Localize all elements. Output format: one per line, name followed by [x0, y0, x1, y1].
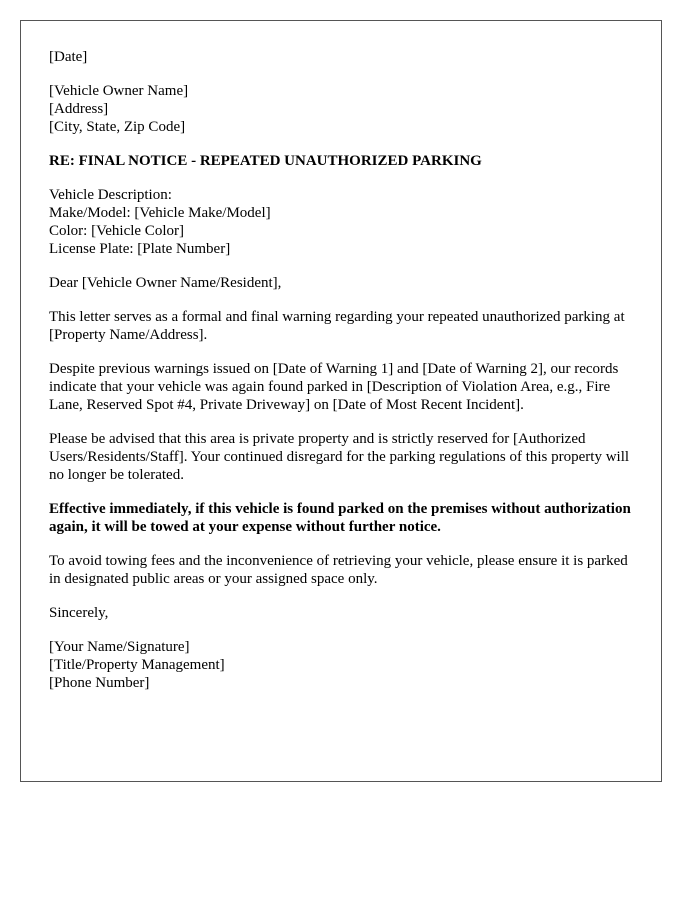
warning-paragraph: Effective immediately, if this vehicle is found parked on the premises without authorization again, it will be towed at your expense without further notice. [49, 501, 631, 535]
signature-title: [Title/Property Management] [49, 657, 225, 673]
body-paragraph-2: Despite previous warnings issued on [Date of Warning 1] and [Date of Warning 2], our records indicate that your vehicle was again found parked in [Description of Violation Area, e.g., Fire Lane, Reserved Spot #4, Private Driveway] on [Date of Most Recent Incident]. [49, 361, 619, 413]
body-paragraph-1: This letter serves as a formal and final warning regarding your repeated unauthorized parking at [Property Name/Address]. [49, 309, 625, 343]
vehicle-plate: License Plate: [Plate Number] [49, 241, 231, 257]
subject-line: RE: FINAL NOTICE - REPEATED UNAUTHORIZED PARKING [49, 153, 482, 169]
body-paragraph-5: To avoid towing fees and the inconvenience of retrieving your vehicle, please ensure it is parked in designated public areas or your assigned space only. [49, 553, 628, 587]
recipient-address: [Address] [49, 101, 109, 117]
recipient-name: [Vehicle Owner Name] [49, 83, 189, 99]
body-paragraph-3: Please be advised that this area is private property and is strictly reserved for [Authorized Users/Residents/Staff]. Your continued disregard for the parking regulations of this property will no longer be tolerated. [49, 431, 630, 483]
salutation: Dear [Vehicle Owner Name/Resident], [49, 275, 282, 291]
letter-date: [Date] [49, 49, 88, 65]
closing: Sincerely, [49, 605, 109, 621]
signature-name: [Your Name/Signature] [49, 639, 190, 655]
letter-page [20, 20, 662, 782]
vehicle-make-model: Make/Model: [Vehicle Make/Model] [49, 205, 271, 221]
recipient-city-state-zip: [City, State, Zip Code] [49, 119, 186, 135]
vehicle-color: Color: [Vehicle Color] [49, 223, 184, 239]
signature-phone: [Phone Number] [49, 675, 150, 691]
vehicle-description-block [49, 186, 634, 258]
signature-block [49, 638, 634, 692]
recipient-block [49, 82, 634, 136]
vehicle-heading: Vehicle Description: [49, 187, 172, 203]
